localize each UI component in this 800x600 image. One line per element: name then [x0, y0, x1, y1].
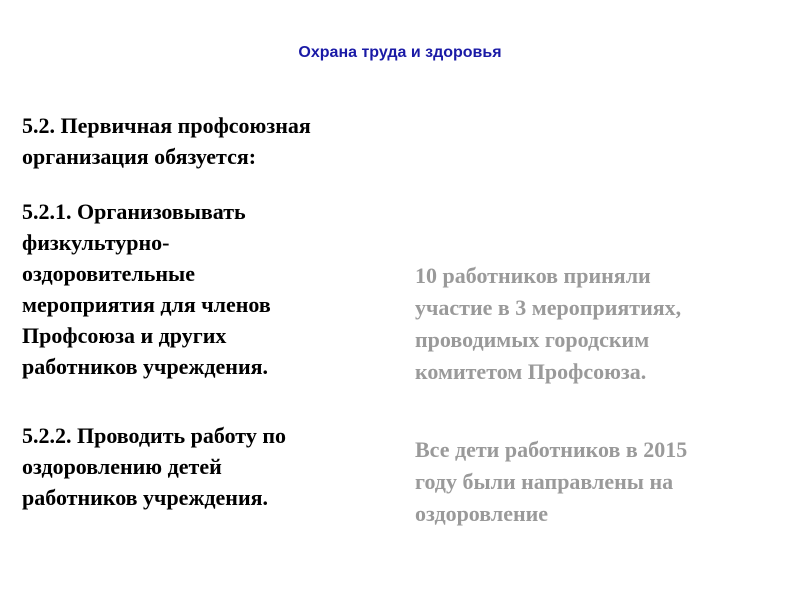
section-heading — [22, 110, 402, 172]
obligation-item-5-2-2 — [22, 420, 382, 513]
obligation-item-5-2-1 — [22, 196, 382, 382]
report-line: году были направлены на — [415, 469, 674, 494]
report-line: проводимых городским — [415, 327, 650, 352]
obligation-line: физкультурно- — [22, 230, 170, 255]
report-item-2 — [415, 434, 775, 530]
report-line: Все дети работников в 2015 — [415, 437, 688, 462]
report-line: оздоровление — [415, 501, 549, 526]
obligation-line: 5.2.2. Проводить работу по — [22, 423, 286, 448]
obligation-line: Профсоюза и других — [22, 323, 227, 348]
section-heading-line: 5.2. Первичная профсоюзная — [22, 113, 311, 138]
report-item-1 — [415, 260, 775, 388]
slide-title: Охрана труда и здоровья — [298, 44, 502, 61]
section-heading-line: организация обязуется: — [22, 144, 257, 169]
obligation-line: оздоровлению детей — [22, 454, 222, 479]
report-line: 10 работников приняли — [415, 263, 651, 288]
obligation-line: мероприятия для членов — [22, 292, 271, 317]
obligation-line: работников учреждения. — [22, 354, 269, 379]
obligation-line: оздоровительные — [22, 261, 195, 286]
obligation-line: 5.2.1. Организовывать — [22, 199, 246, 224]
report-line: комитетом Профсоюза. — [415, 359, 647, 384]
report-line: участие в 3 мероприятиях, — [415, 295, 682, 320]
obligation-line: работников учреждения. — [22, 485, 269, 510]
